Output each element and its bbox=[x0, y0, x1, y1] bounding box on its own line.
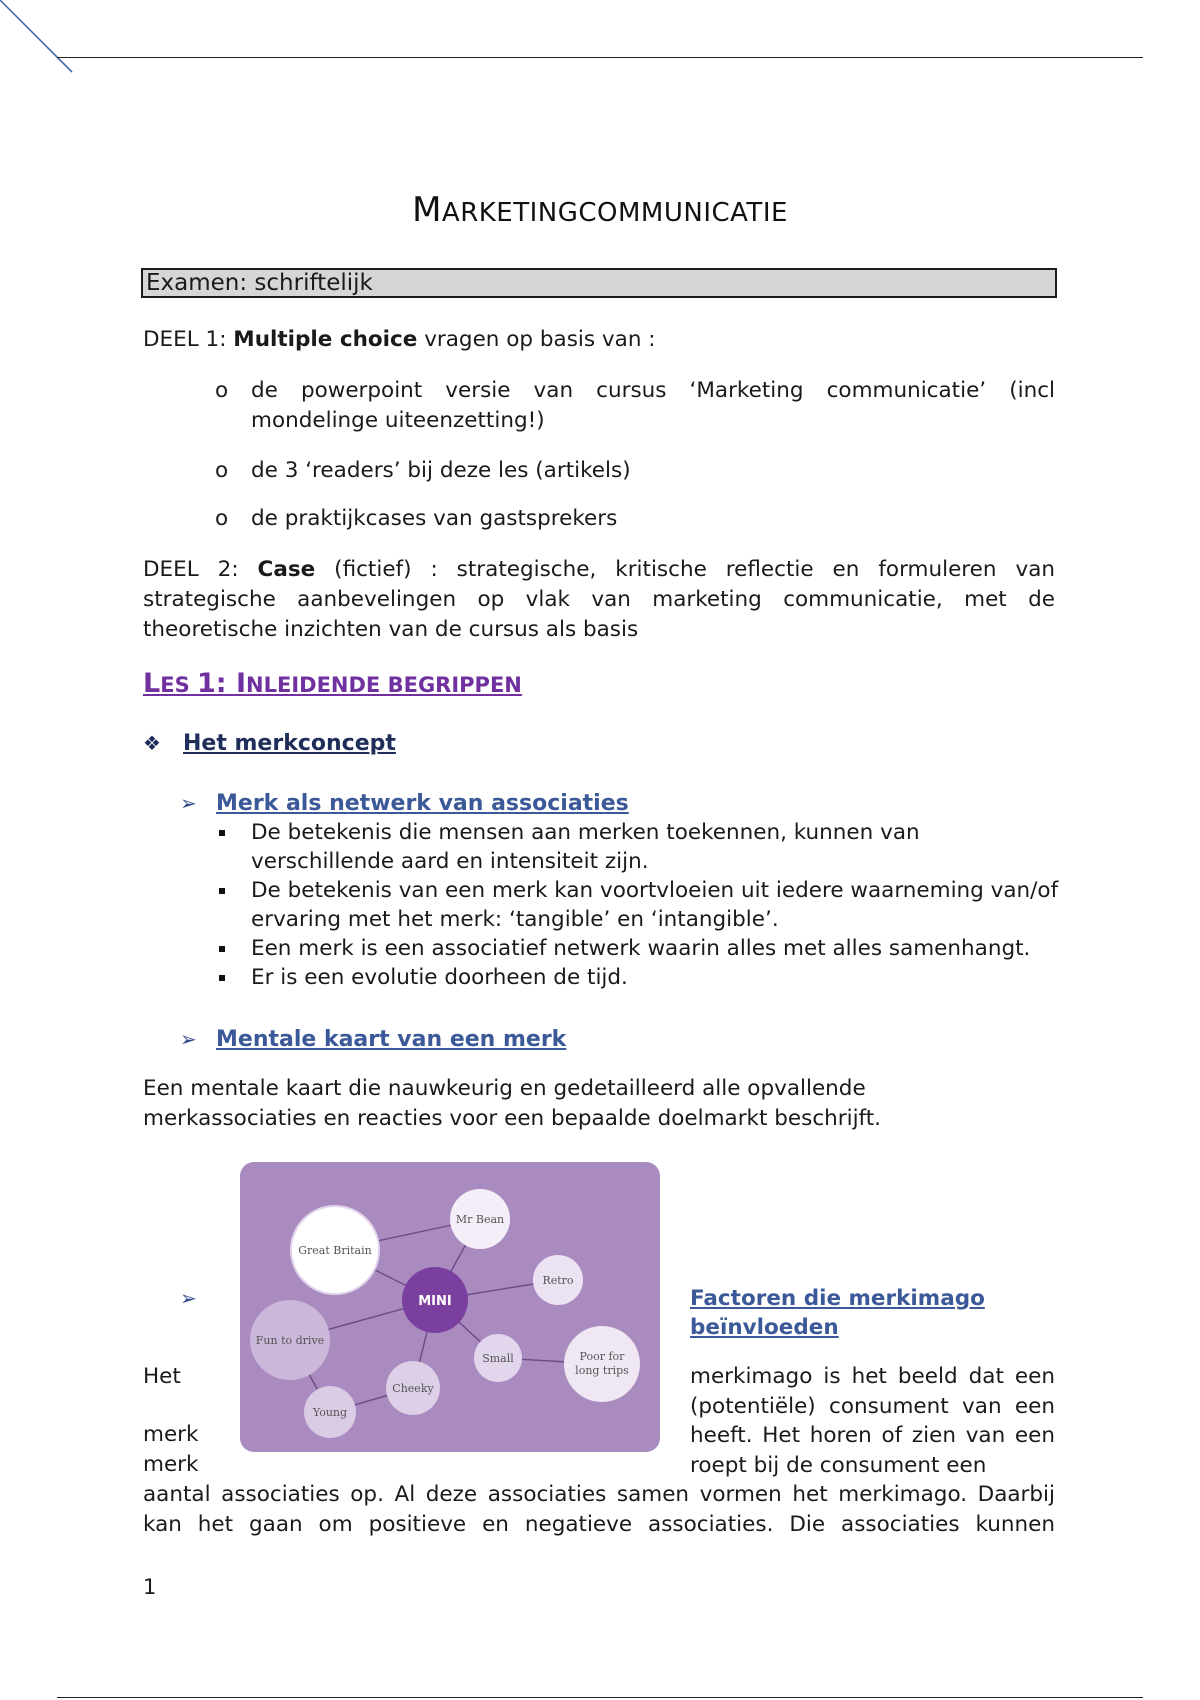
arrow-bullet-icon: ➢ bbox=[180, 1286, 197, 1310]
deel1-paragraph bbox=[143, 325, 1055, 355]
title-rest: ARKETINGCOMMUNICATIE bbox=[441, 198, 788, 228]
section-heading-les1 bbox=[143, 668, 522, 701]
page-title bbox=[0, 190, 1200, 230]
node-cheeky: Cheeky bbox=[392, 1382, 434, 1395]
wrap-word: Het bbox=[143, 1364, 181, 1389]
arrow-bullet-icon: ➢ bbox=[180, 791, 197, 815]
les1-small: ES bbox=[160, 673, 197, 697]
node-young: Young bbox=[312, 1406, 348, 1419]
wrap-word: merk bbox=[143, 1452, 199, 1477]
header-rule bbox=[57, 57, 1143, 58]
deel1-bold: Multiple choice bbox=[233, 327, 418, 352]
list-item bbox=[215, 818, 1065, 876]
list-item-text: De betekenis die mensen aan merken toekennen, kunnen van verschillende aard en intensiteit zijn. bbox=[251, 820, 920, 874]
list-marker: o bbox=[215, 378, 229, 403]
les1-small2: NLEIDENDE BEGRIPPEN bbox=[246, 673, 522, 697]
node-small: Small bbox=[482, 1352, 514, 1365]
mindmap-graphic bbox=[240, 1162, 660, 1452]
heading-netwerk bbox=[180, 788, 629, 819]
title-initial: M bbox=[412, 190, 442, 230]
square-bullet-icon bbox=[219, 975, 225, 981]
netwerk-bullet-list bbox=[215, 818, 1065, 992]
deel2-paragraph bbox=[143, 555, 1055, 645]
les1-cap2: I bbox=[235, 668, 247, 699]
list-marker: o bbox=[215, 458, 229, 483]
heading-label: Merk als netwerk van associaties bbox=[216, 791, 629, 816]
list-item-text: de praktijkcases van gastsprekers bbox=[251, 506, 618, 531]
square-bullet-icon bbox=[219, 946, 225, 952]
list-item-text: De betekenis van een merk kan voortvloeien uit iedere waarneming van/of ervaring met het merk: ‘tangible’ en ‘intangible’. bbox=[251, 878, 1059, 932]
wrap-word: merk bbox=[143, 1422, 199, 1447]
deel2-bold: Case bbox=[257, 557, 316, 582]
diamond-bullet-icon: ❖ bbox=[143, 731, 161, 755]
heading-label: Mentale kaart van een merk bbox=[216, 1027, 567, 1052]
node-long-trips: long trips bbox=[575, 1364, 629, 1377]
heading-merkconcept bbox=[143, 728, 396, 759]
heading-mentale-kaart bbox=[180, 1024, 566, 1055]
list-item bbox=[215, 963, 1065, 992]
node-mini-center: MINI bbox=[418, 1294, 452, 1309]
merkimago-paragraph-right: merkimago is het beeld dat een (potentiële) consument van een heeft. Het horen of zien van een roept bij de consument een bbox=[690, 1364, 1055, 1478]
square-bullet-icon bbox=[219, 888, 225, 894]
deel1-prefix: DEEL 1: bbox=[143, 327, 234, 352]
node-fun-to-drive: Fun to drive bbox=[255, 1334, 325, 1347]
deel1-suffix: vragen op basis van : bbox=[417, 327, 656, 352]
list-marker: o bbox=[215, 506, 229, 531]
node-mr-bean: Mr Bean bbox=[455, 1213, 505, 1226]
mindmap-image bbox=[240, 1162, 660, 1452]
deel2-suffix: (fictief) : strategische, kritische reflectie en formuleren van strategische aanbevelingen op vlak van marketing communicatie, met de theoretische inzichten van de cursus als basis bbox=[143, 557, 1055, 642]
page-number: 1 bbox=[143, 1575, 157, 1599]
list-item-text: de 3 ‘readers’ bij deze les (artikels) bbox=[251, 458, 631, 483]
node-poor-for: Poor for bbox=[579, 1350, 625, 1363]
node-retro: Retro bbox=[542, 1274, 574, 1287]
list-item-text: de powerpoint versie van cursus ‘Marketing communicatie’ (incl mondelinge uiteenzetting!) bbox=[251, 378, 1055, 433]
list-item bbox=[215, 934, 1065, 963]
arrow-bullet-icon: ➢ bbox=[180, 1027, 197, 1051]
list-item-text: Een merk is een associatief netwerk waarin alles met alles samenhangt. bbox=[251, 936, 1031, 961]
heading-label: Het merkconcept bbox=[183, 731, 396, 756]
les1-cap: L bbox=[143, 668, 161, 699]
square-bullet-icon bbox=[219, 830, 225, 836]
mentale-kaart-paragraph: Een mentale kaart die nauwkeurig en gedetailleerd alle opvallende merkassociaties en reacties voor een bepaalde doelmarkt beschrijft. bbox=[143, 1076, 882, 1131]
heading-factoren: Factoren die merkimago beïnvloeden bbox=[690, 1286, 985, 1340]
deel2-prefix: DEEL 2: bbox=[143, 557, 258, 582]
exam-box: Examen: schriftelijk bbox=[141, 268, 1057, 298]
footer-rule bbox=[57, 1697, 1143, 1698]
list-item bbox=[215, 876, 1065, 934]
node-great-britain: Great Britain bbox=[298, 1244, 372, 1257]
corner-decoration bbox=[0, 0, 80, 80]
les1-number: 1: bbox=[197, 668, 236, 699]
list-item-text: Er is een evolutie doorheen de tijd. bbox=[251, 965, 628, 990]
merkimago-paragraph-continued: aantal associaties op. Al deze associaties samen vormen het merkimago. Daarbij kan het gaan om positieve en negatieve associaties. Die associaties kunnen bbox=[143, 1482, 1055, 1537]
